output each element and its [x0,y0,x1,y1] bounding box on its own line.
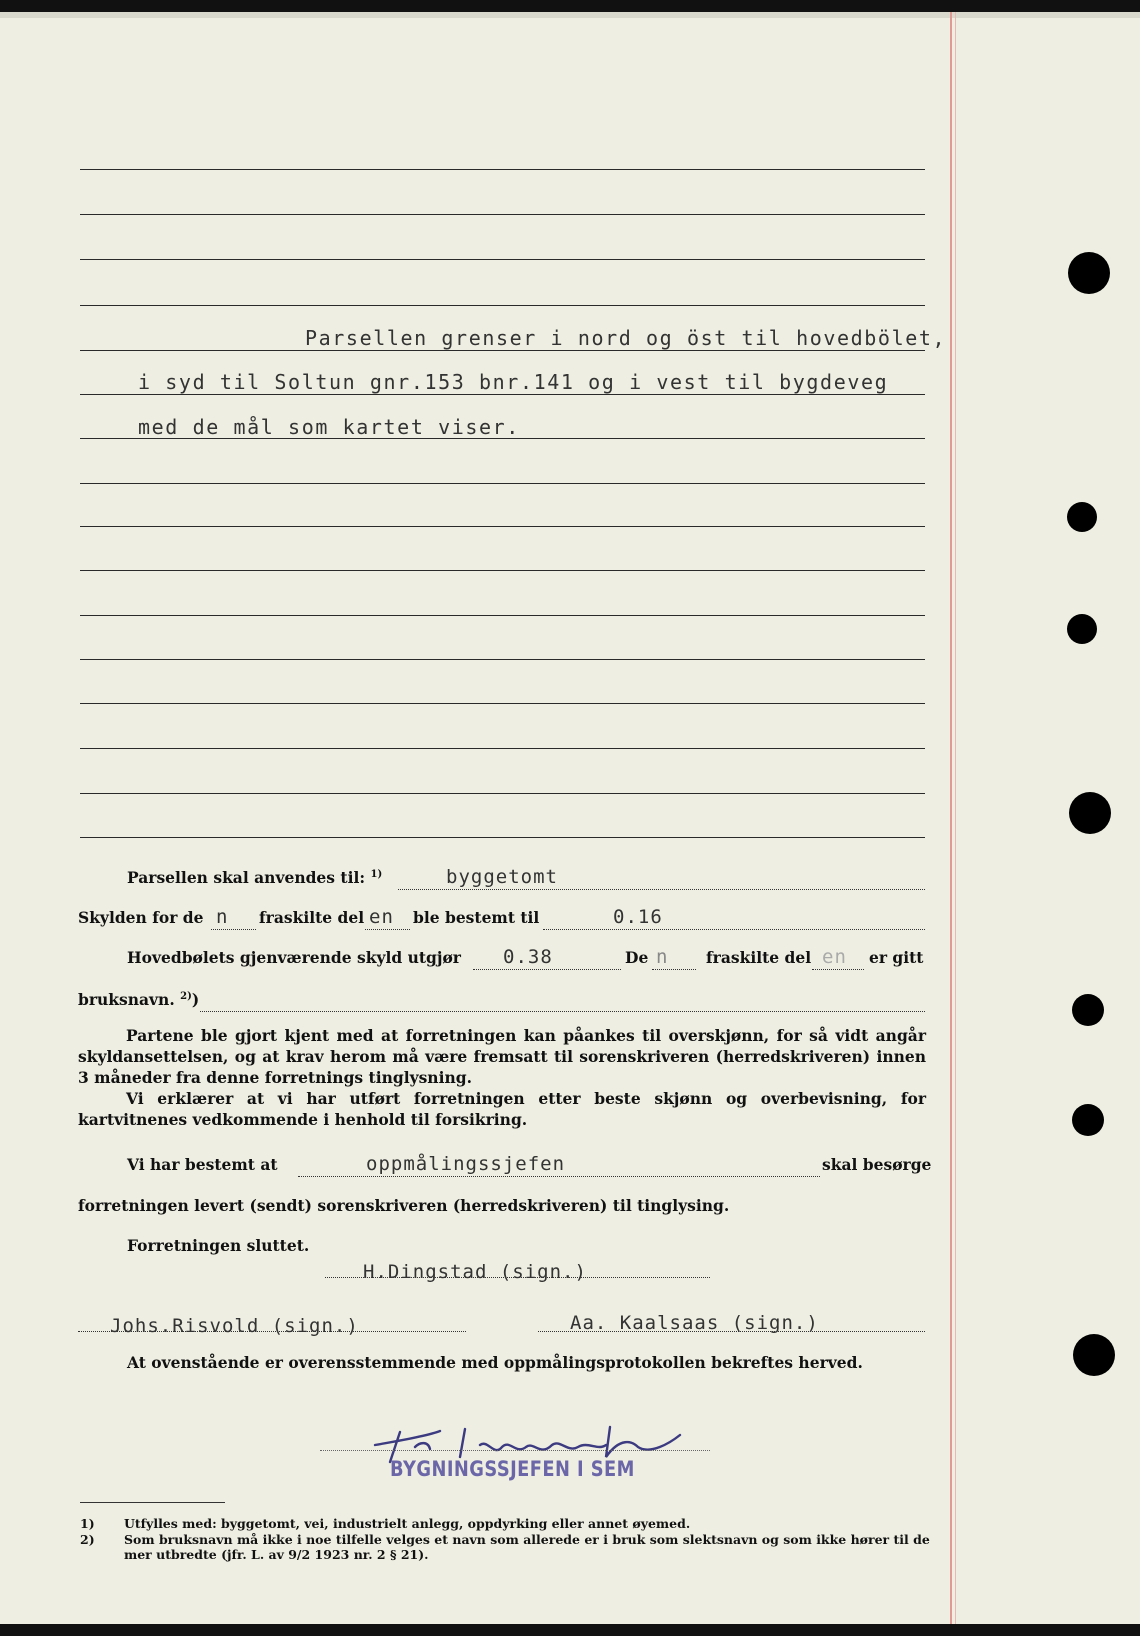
ruled-line [80,305,925,306]
bestemt-value: oppmålingssjefen [366,1153,566,1175]
ruled-line [80,394,925,395]
ruled-line [80,483,925,484]
ruled-line [80,350,925,351]
hovedbolet-dotted [473,969,621,970]
binder-hole [1067,502,1097,532]
ruled-line [80,615,925,616]
footnote-1: Utfylles med: byggetomt, vei, industrielt anlegg, oppdyrking eller annet øyemed. [124,1516,691,1531]
fraskilte-label: fraskilte del [706,948,812,967]
binder-hole [1069,792,1111,834]
skylden-dotted-value [543,929,925,930]
para-overskjonn: Partene ble gjort kjent med at forretningen kan påankes til overskjønn, for så vidt angår skyldansettelsen, og at krav herom må være fremsatt til sorenskriveren (herredskriveren) innen 3 måneder fra denne forretnings tinglysning. [78,1026,926,1087]
bruksnavn-dotted [200,1011,925,1012]
de-dotted [652,969,696,970]
levert-text: forretningen levert (sendt) sorenskriveren (herredskriveren) til tinglysing. [78,1196,730,1215]
ruled-line [80,259,925,260]
skylden-label-b: fraskilte del [259,908,365,927]
binder-hole [1067,614,1097,644]
signature-risvold: Johs.Risvold (sign.) [110,1315,359,1337]
document-page [0,12,1140,1624]
margin-line [950,12,952,1624]
skylden-fill-en: en [369,906,394,928]
ruled-line [80,659,925,660]
skylden-dotted-en [365,929,410,930]
anvendes-dotted-line [398,889,925,890]
signature-dingstad: H.Dingstad (sign.) [363,1261,587,1283]
bestemt-dotted [298,1176,820,1177]
ruled-line [80,703,925,704]
ruled-line [80,837,925,838]
de-label: De [625,948,649,967]
binder-hole [1072,994,1104,1026]
sluttet-text: Forretningen sluttet. [127,1236,310,1255]
bruksnavn-label: bruksnavn. $^{2)}$) [78,990,200,1009]
ruled-line [80,214,925,215]
skylden-label-c: ble bestemt til [413,908,540,927]
binder-hole [1072,1104,1104,1136]
besorge-label: skal besørge [822,1155,932,1174]
page-top-edge [0,12,1140,18]
typed-line-1: Parsellen grenser i nord og öst til hovedbölet, [305,326,947,350]
fraskilte-fill: en [822,946,847,968]
footnote-2-mark: 2) [80,1532,95,1547]
footnote-rule [80,1502,225,1503]
binder-hole [1073,1334,1115,1376]
gitt-label: er gitt [869,948,924,967]
skylden-dotted-n [211,929,256,930]
ruled-line [80,748,925,749]
hovedbolet-value: 0.38 [503,946,553,968]
ruled-line [80,793,925,794]
signature-kaalsaas: Aa. Kaalsaas (sign.) [570,1312,819,1334]
ruled-line [80,526,925,527]
typed-line-2: i syd til Soltun gnr.153 bnr.141 og i vest til bygdeveg [138,370,889,394]
bestemt-label: Vi har bestemt at [127,1155,278,1174]
binder-hole [1068,252,1110,294]
para-erklaering: Vi erklærer at vi har utført forretningen etter beste skjønn og overbevisning, for kartvitnenes vedkommende i henhold til forsikring. [78,1089,926,1129]
anvendes-value: byggetomt [446,866,558,888]
ruled-line [80,570,925,571]
skylden-fill-n: n [216,906,229,928]
anvendes-label: Parsellen skal anvendes til: $^{1)}$ [127,868,383,887]
footnote-1-mark: 1) [80,1516,95,1531]
stamp-dotted [320,1450,710,1451]
footnote-2: Som bruksnavn må ikke i noe tilfelle velges et navn som allerede er i bruk som slektsnavn og som ikke hører til de mer utbredte (jfr. L. av 9/2 1923 nr. 2 § 21). [124,1532,930,1562]
margin-line-secondary [955,12,956,1624]
fraskilte-dotted [812,969,864,970]
de-fill: n [656,946,669,968]
official-stamp: BYGNINGSSJEFEN I SEM [390,1457,635,1481]
ruled-line [80,169,925,170]
typed-line-3: med de mål som kartet viser. [138,415,520,439]
skylden-label-a: Skylden for de [78,908,204,927]
hovedbolet-label: Hovedbølets gjenværende skyld utgjør [127,948,461,967]
skylden-value: 0.16 [613,906,663,928]
bekreftes-text: At ovenstående er overensstemmende med oppmålingsprotokollen bekreftes herved. [127,1353,863,1372]
